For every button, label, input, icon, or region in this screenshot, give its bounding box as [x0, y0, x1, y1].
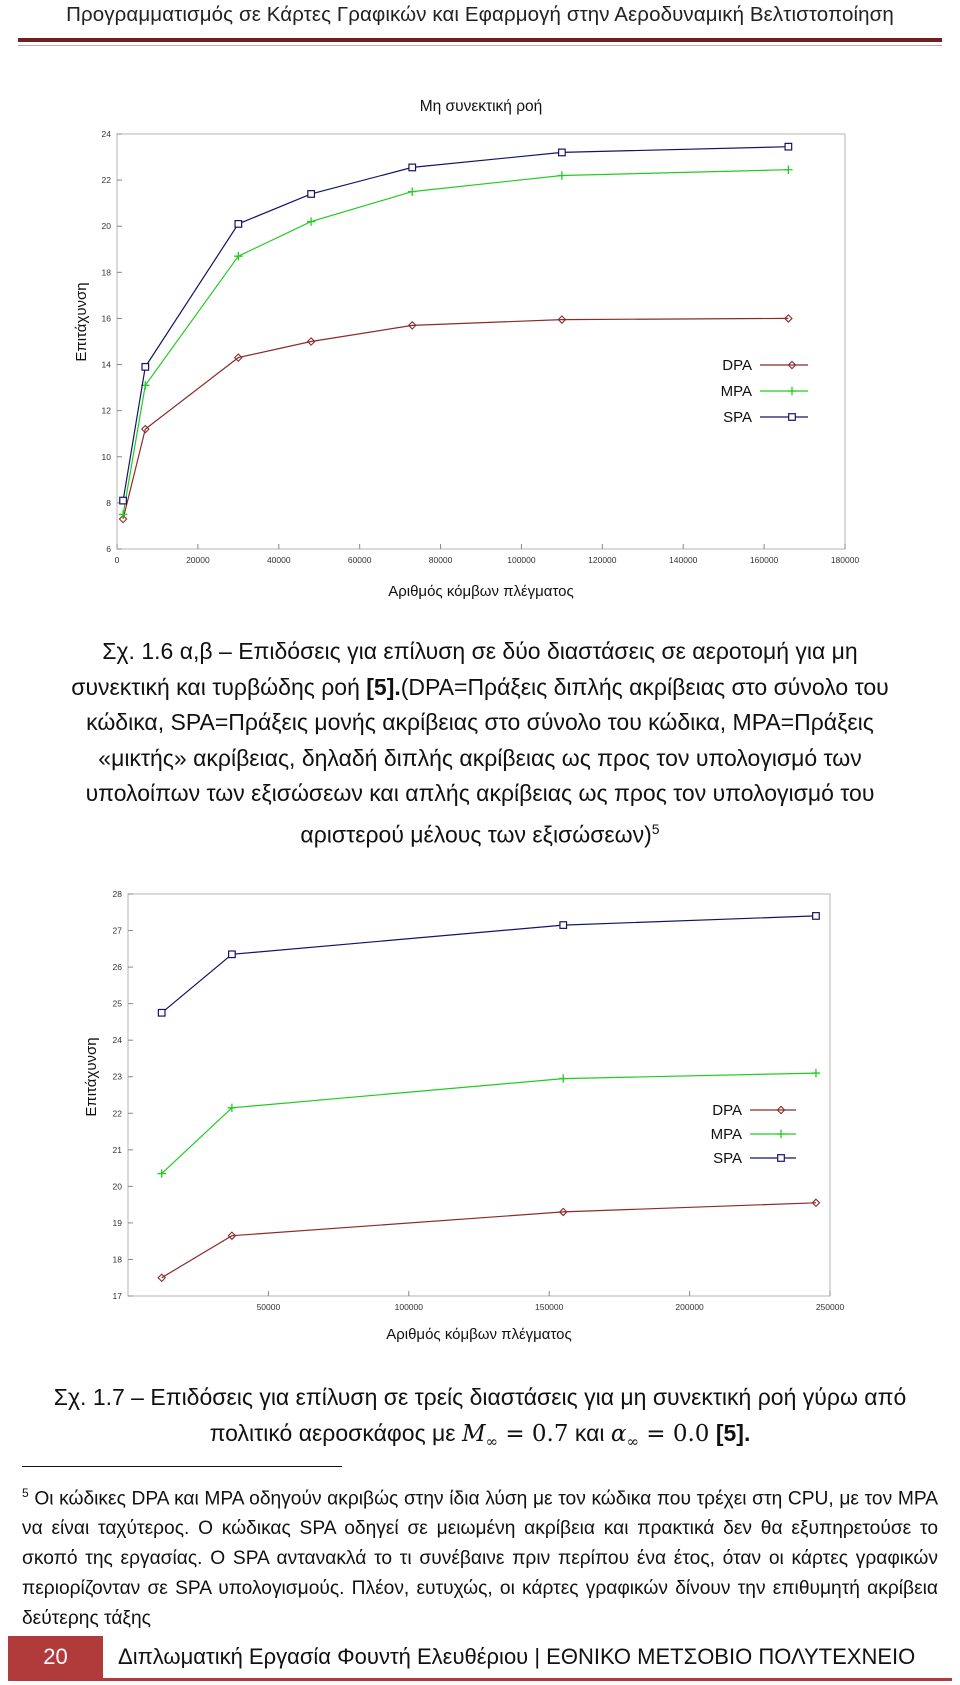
y-tick-label: 22 [112, 1108, 122, 1119]
legend-label-mpa: MPA [710, 1126, 742, 1143]
x-tick-label: 100000 [507, 555, 536, 565]
legend-label-spa: SPA [723, 409, 752, 426]
data-point-spa [229, 951, 236, 958]
y-tick-label: 25 [112, 998, 122, 1009]
data-point-spa [308, 191, 315, 198]
x-tick-label: 140000 [669, 555, 698, 565]
math-value: = 0.7 [498, 1420, 569, 1447]
footnote-separator [22, 1466, 342, 1467]
x-tick-label: 200000 [675, 1302, 704, 1312]
chart-inviscid-2d [0, 84, 960, 604]
footer-text: Διπλωματική Εργασία Φουντή Ελευθέριου | ΕΘΝΙΚΟ ΜΕΤΣΟΒΙΟ ΠΟΛΥΤΕΧΝΕΙΟ [118, 1644, 916, 1669]
data-point-spa [813, 913, 820, 920]
data-point-spa [158, 1009, 165, 1016]
x-tick-label: 160000 [749, 555, 779, 565]
legend-label-dpa: DPA [712, 1102, 742, 1119]
x-tick-label: 180000 [830, 555, 860, 565]
legend-marker-spa [789, 414, 796, 421]
y-tick-label: 28 [112, 889, 122, 899]
y-tick-label: 24 [112, 1035, 122, 1046]
caption-1-6-line: υπολοίπων των εξισώσεων και απλής ακρίβειας ως προς τον υπολογισμό του [85, 780, 875, 806]
y-tick-label: 14 [101, 359, 111, 370]
x-axis-label: Αριθμός κόμβων πλέγματος [388, 583, 574, 600]
caption-1-6-line: κώδικα, SPA=Πράξεις μονής ακρίβειας στο σύνολο του κώδικα, MPA=Πράξεις [86, 709, 874, 735]
footnote-5 [22, 1478, 938, 1634]
math-value: = 0.0 [638, 1420, 710, 1447]
data-point-spa [785, 143, 792, 150]
x-tick-label: 250000 [815, 1302, 845, 1312]
data-point-spa [120, 497, 127, 504]
y-tick-label: 23 [112, 1071, 122, 1082]
x-tick-label: 100000 [394, 1302, 423, 1312]
math-mach: M [461, 1420, 486, 1447]
y-tick-label: 19 [112, 1217, 122, 1228]
caption-1-6-line: αριστερού μέλους των εξισώσεων) [300, 821, 652, 848]
y-axis-label: Επιτάχυνση [73, 282, 90, 362]
math-alpha: α [610, 1420, 627, 1447]
x-tick-label: 60000 [347, 555, 372, 565]
footnote-ref[interactable]: 5 [651, 820, 660, 837]
footnote-text: Οι κώδικες DPA και MPA οδηγούν ακριβώς στην ίδια λύση με τον κώδικα που τρέχει στη CPU, με τον MPA να είναι ταχύτερος. Ο κώδικας SPA οδηγεί σε μειωμένη ακρίβεια και πρακτικά δεν θα εξυπηρετούσε το σκοπό της εργασίας. Ο SPA αντανακλά το τι συνέβαινε πριν περίπου ένα έτος, όταν οι κάρτες γραφικών περιορίζονταν σε SPA υπολογισμούς. Πλέον, ευτυχώς, οι κάρτες γραφικών δίνουν την επιθυμητή ακρίβεια δεύτερης τάξης [22, 1488, 938, 1630]
x-tick-label: 150000 [535, 1302, 564, 1312]
data-point-spa [409, 164, 416, 171]
y-tick-label: 24 [101, 129, 111, 139]
x-tick-label: 120000 [588, 555, 617, 565]
chart-title: Μη συνεκτική ροή [419, 98, 543, 115]
y-tick-label: 6 [106, 544, 111, 554]
math-sub: ∞ [626, 1432, 639, 1451]
y-tick-label: 20 [101, 221, 111, 232]
legend-label-dpa: DPA [722, 357, 752, 374]
running-header-title: Προγραμματισμός σε Κάρτες Γραφικών και Εφαρμογή στην Αεροδυναμική Βελτιστοποίηση [66, 3, 894, 26]
caption-1-7-line: πολιτικό αεροσκάφος με [209, 1419, 462, 1446]
y-tick-label: 17 [112, 1291, 122, 1301]
plot-frame [117, 134, 845, 549]
caption-1-7-line: και [568, 1419, 611, 1446]
caption-1-6-line: συνεκτική και τυρβώδης ροή [71, 673, 367, 700]
x-tick-label: 50000 [256, 1302, 281, 1312]
caption-1-7-ref: [5]. [709, 1419, 751, 1446]
caption-1-6-line: Σχ. 1.6 α,β – Επιδόσεις για επίλυση σε δύο διαστάσεις σε αεροτομή για μη [102, 638, 858, 664]
x-axis-label: Αριθμός κόμβων πλέγματος [386, 1326, 572, 1343]
footer-rule [8, 1678, 952, 1681]
x-tick-label: 0 [114, 555, 120, 565]
page-number: 20 [8, 1636, 103, 1678]
data-point-spa [142, 364, 149, 371]
y-tick-label: 8 [106, 497, 111, 508]
y-tick-label: 18 [101, 267, 111, 278]
x-tick-label: 80000 [428, 555, 453, 565]
caption-1-6-line: «μικτής» ακρίβειας, δηλαδή διπλής ακρίβειας ως προς τον υπολογισμό των [98, 744, 862, 771]
data-point-spa [235, 221, 242, 228]
page-footer [8, 1636, 952, 1685]
figure-caption-1-6 [30, 634, 930, 853]
y-tick-label: 26 [112, 962, 122, 973]
y-tick-label: 16 [101, 313, 111, 324]
x-tick-label: 40000 [266, 555, 291, 565]
legend-marker-spa [778, 1155, 785, 1162]
caption-1-6-ref: [5]. [366, 673, 401, 700]
chart-inviscid-3d-aircraft [0, 884, 960, 1354]
y-tick-label: 27 [112, 925, 122, 936]
x-tick-label: 20000 [186, 555, 210, 565]
figure-caption-1-7 [20, 1380, 940, 1460]
y-tick-label: 22 [101, 175, 111, 186]
caption-1-6-line: (DPA=Πράξεις διπλής ακρίβειας στο σύνολο του [400, 673, 889, 700]
data-point-spa [559, 149, 566, 156]
legend-label-mpa: MPA [720, 383, 752, 400]
caption-1-7-line: Σχ. 1.7 – Επιδόσεις για επίλυση σε τρείς διαστάσεις για μη συνεκτική ροή γύρω από [53, 1384, 907, 1410]
footnote-marker: 5 [22, 1486, 29, 1500]
math-sub: ∞ [485, 1432, 499, 1451]
y-tick-label: 12 [101, 405, 111, 416]
y-tick-label: 18 [112, 1254, 122, 1265]
y-axis-label: Επιτάχυνση [83, 1037, 100, 1117]
data-point-spa [560, 922, 567, 929]
y-tick-label: 10 [101, 451, 111, 462]
y-tick-label: 20 [112, 1181, 122, 1192]
running-header [18, 0, 942, 42]
y-tick-label: 21 [112, 1144, 122, 1155]
legend-label-spa: SPA [713, 1150, 742, 1167]
